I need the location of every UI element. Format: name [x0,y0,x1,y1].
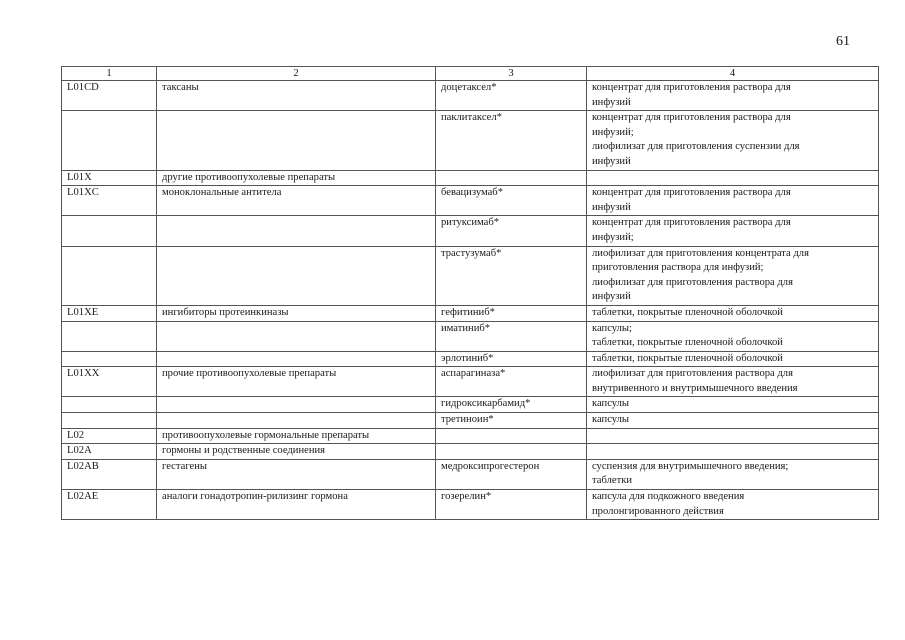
dosage-form-line: инфузий; [592,126,634,138]
dosage-form-cell [587,444,879,460]
dosage-form-cell [587,351,879,367]
dosage-form-line: инфузий [592,96,631,108]
table-row [62,186,879,216]
atc-code-cell: L02 [62,428,157,444]
drug-name-cell: медроксипрогестерон [436,459,587,489]
group-name-cell [157,321,436,351]
drug-name-cell: ритуксимаб* [436,216,587,246]
drug-list-table [61,66,879,520]
atc-code-cell [62,111,157,170]
atc-code-cell [62,351,157,367]
dosage-form-cell [587,81,879,111]
dosage-form-line: капсулы; [592,322,632,334]
table-row [62,216,879,246]
drug-name-cell: иматиниб* [436,321,587,351]
drug-name-cell: третиноин* [436,413,587,429]
group-name-cell: противоопухолевые гормональные препараты [157,428,436,444]
dosage-form-cell [587,305,879,321]
group-name-cell: таксаны [157,81,436,111]
dosage-form-cell [587,170,879,186]
dosage-form-cell [587,321,879,351]
atc-code-cell: L02AB [62,459,157,489]
dosage-form-cell [587,413,879,429]
atc-code-cell: L02A [62,444,157,460]
dosage-form-line: капсула для подкожного введения [592,491,745,503]
dosage-form-line: внутривенного и внутримышечного введения [592,382,798,394]
drug-name-cell: гефитиниб* [436,305,587,321]
column-header-1: 1 [62,67,157,81]
column-header-4: 4 [587,67,879,81]
table-row [62,351,879,367]
group-name-cell: моноклональные антитела [157,186,436,216]
atc-code-cell [62,216,157,246]
table-row [62,428,879,444]
dosage-form-line: пролонгированного действия [592,505,724,517]
dosage-form-line: лиофилизат для приготовления раствора для [592,368,793,380]
table-row [62,397,879,413]
atc-code-cell: L01XC [62,186,157,216]
dosage-form-line: инфузий [592,201,631,213]
dosage-form-line: лиофилизат для приготовления концентрата для [592,247,809,259]
dosage-form-line: суспензия для внутримышечного введения; [592,460,789,472]
dosage-form-cell [587,490,879,520]
dosage-form-cell [587,111,879,170]
atc-code-cell [62,413,157,429]
dosage-form-line: приготовления раствора для инфузий; [592,262,764,274]
group-name-cell [157,413,436,429]
table-row [62,111,879,170]
drug-name-cell: доцетаксел* [436,81,587,111]
group-name-cell: гормоны и родственные соединения [157,444,436,460]
dosage-form-line: концентрат для приготовления раствора для [592,217,791,229]
group-name-cell [157,111,436,170]
dosage-form-line: таблетки, покрытые пленочной оболочкой [592,352,783,364]
dosage-form-cell [587,459,879,489]
drug-name-cell: гидроксикарбамид* [436,397,587,413]
drug-name-cell [436,170,587,186]
dosage-form-cell [587,428,879,444]
dosage-form-line: лиофилизат для приготовления суспензии для [592,141,800,153]
table-row [62,413,879,429]
dosage-form-line: инфузий [592,291,631,303]
column-header-2: 2 [157,67,436,81]
dosage-form-cell [587,246,879,305]
drug-name-cell: гозерелин* [436,490,587,520]
drug-name-cell: бевацизумаб* [436,186,587,216]
table-row [62,367,879,397]
group-name-cell: ингибиторы протеинкиназы [157,305,436,321]
dosage-form-line: таблетки, покрытые пленочной оболочкой [592,337,783,349]
dosage-form-line: инфузий [592,155,631,167]
table-header-row [62,67,879,81]
table-row [62,305,879,321]
page-number: 61 [836,34,850,49]
dosage-form-line: капсулы [592,414,630,426]
dosage-form-line: таблетки, покрытые пленочной оболочкой [592,306,783,318]
dosage-form-cell [587,216,879,246]
table-row [62,459,879,489]
atc-code-cell: L01XE [62,305,157,321]
drug-name-cell: трастузумаб* [436,246,587,305]
table-row [62,321,879,351]
group-name-cell [157,246,436,305]
column-header-3: 3 [436,67,587,81]
drug-name-cell [436,444,587,460]
table-row [62,246,879,305]
group-name-cell: аналоги гонадотропин-рилизинг гормона [157,490,436,520]
drug-name-cell [436,428,587,444]
dosage-form-cell [587,367,879,397]
atc-code-cell: L01X [62,170,157,186]
drug-name-cell: эрлотиниб* [436,351,587,367]
dosage-form-line: концентрат для приготовления раствора для [592,112,791,124]
atc-code-cell: L01XX [62,367,157,397]
group-name-cell: прочие противоопухолевые препараты [157,367,436,397]
table-row [62,81,879,111]
atc-code-cell [62,246,157,305]
drug-name-cell: паклитаксел* [436,111,587,170]
atc-code-cell: L02AE [62,490,157,520]
dosage-form-line: лиофилизат для приготовления раствора для [592,276,793,288]
group-name-cell [157,397,436,413]
table-body [62,81,879,520]
group-name-cell [157,216,436,246]
dosage-form-line: концентрат для приготовления раствора для [592,187,791,199]
drug-name-cell: аспарагиназа* [436,367,587,397]
table-row [62,444,879,460]
table-row [62,490,879,520]
atc-code-cell [62,321,157,351]
group-name-cell: другие противоопухолевые препараты [157,170,436,186]
table-row [62,170,879,186]
dosage-form-line: таблетки [592,475,633,487]
atc-code-cell [62,397,157,413]
dosage-form-line: концентрат для приготовления раствора для [592,82,791,93]
dosage-form-cell [587,186,879,216]
dosage-form-cell [587,397,879,413]
dosage-form-line: инфузий; [592,231,634,243]
atc-code-cell: L01CD [62,81,157,111]
dosage-form-line: капсулы [592,398,630,410]
group-name-cell [157,351,436,367]
group-name-cell: гестагены [157,459,436,489]
